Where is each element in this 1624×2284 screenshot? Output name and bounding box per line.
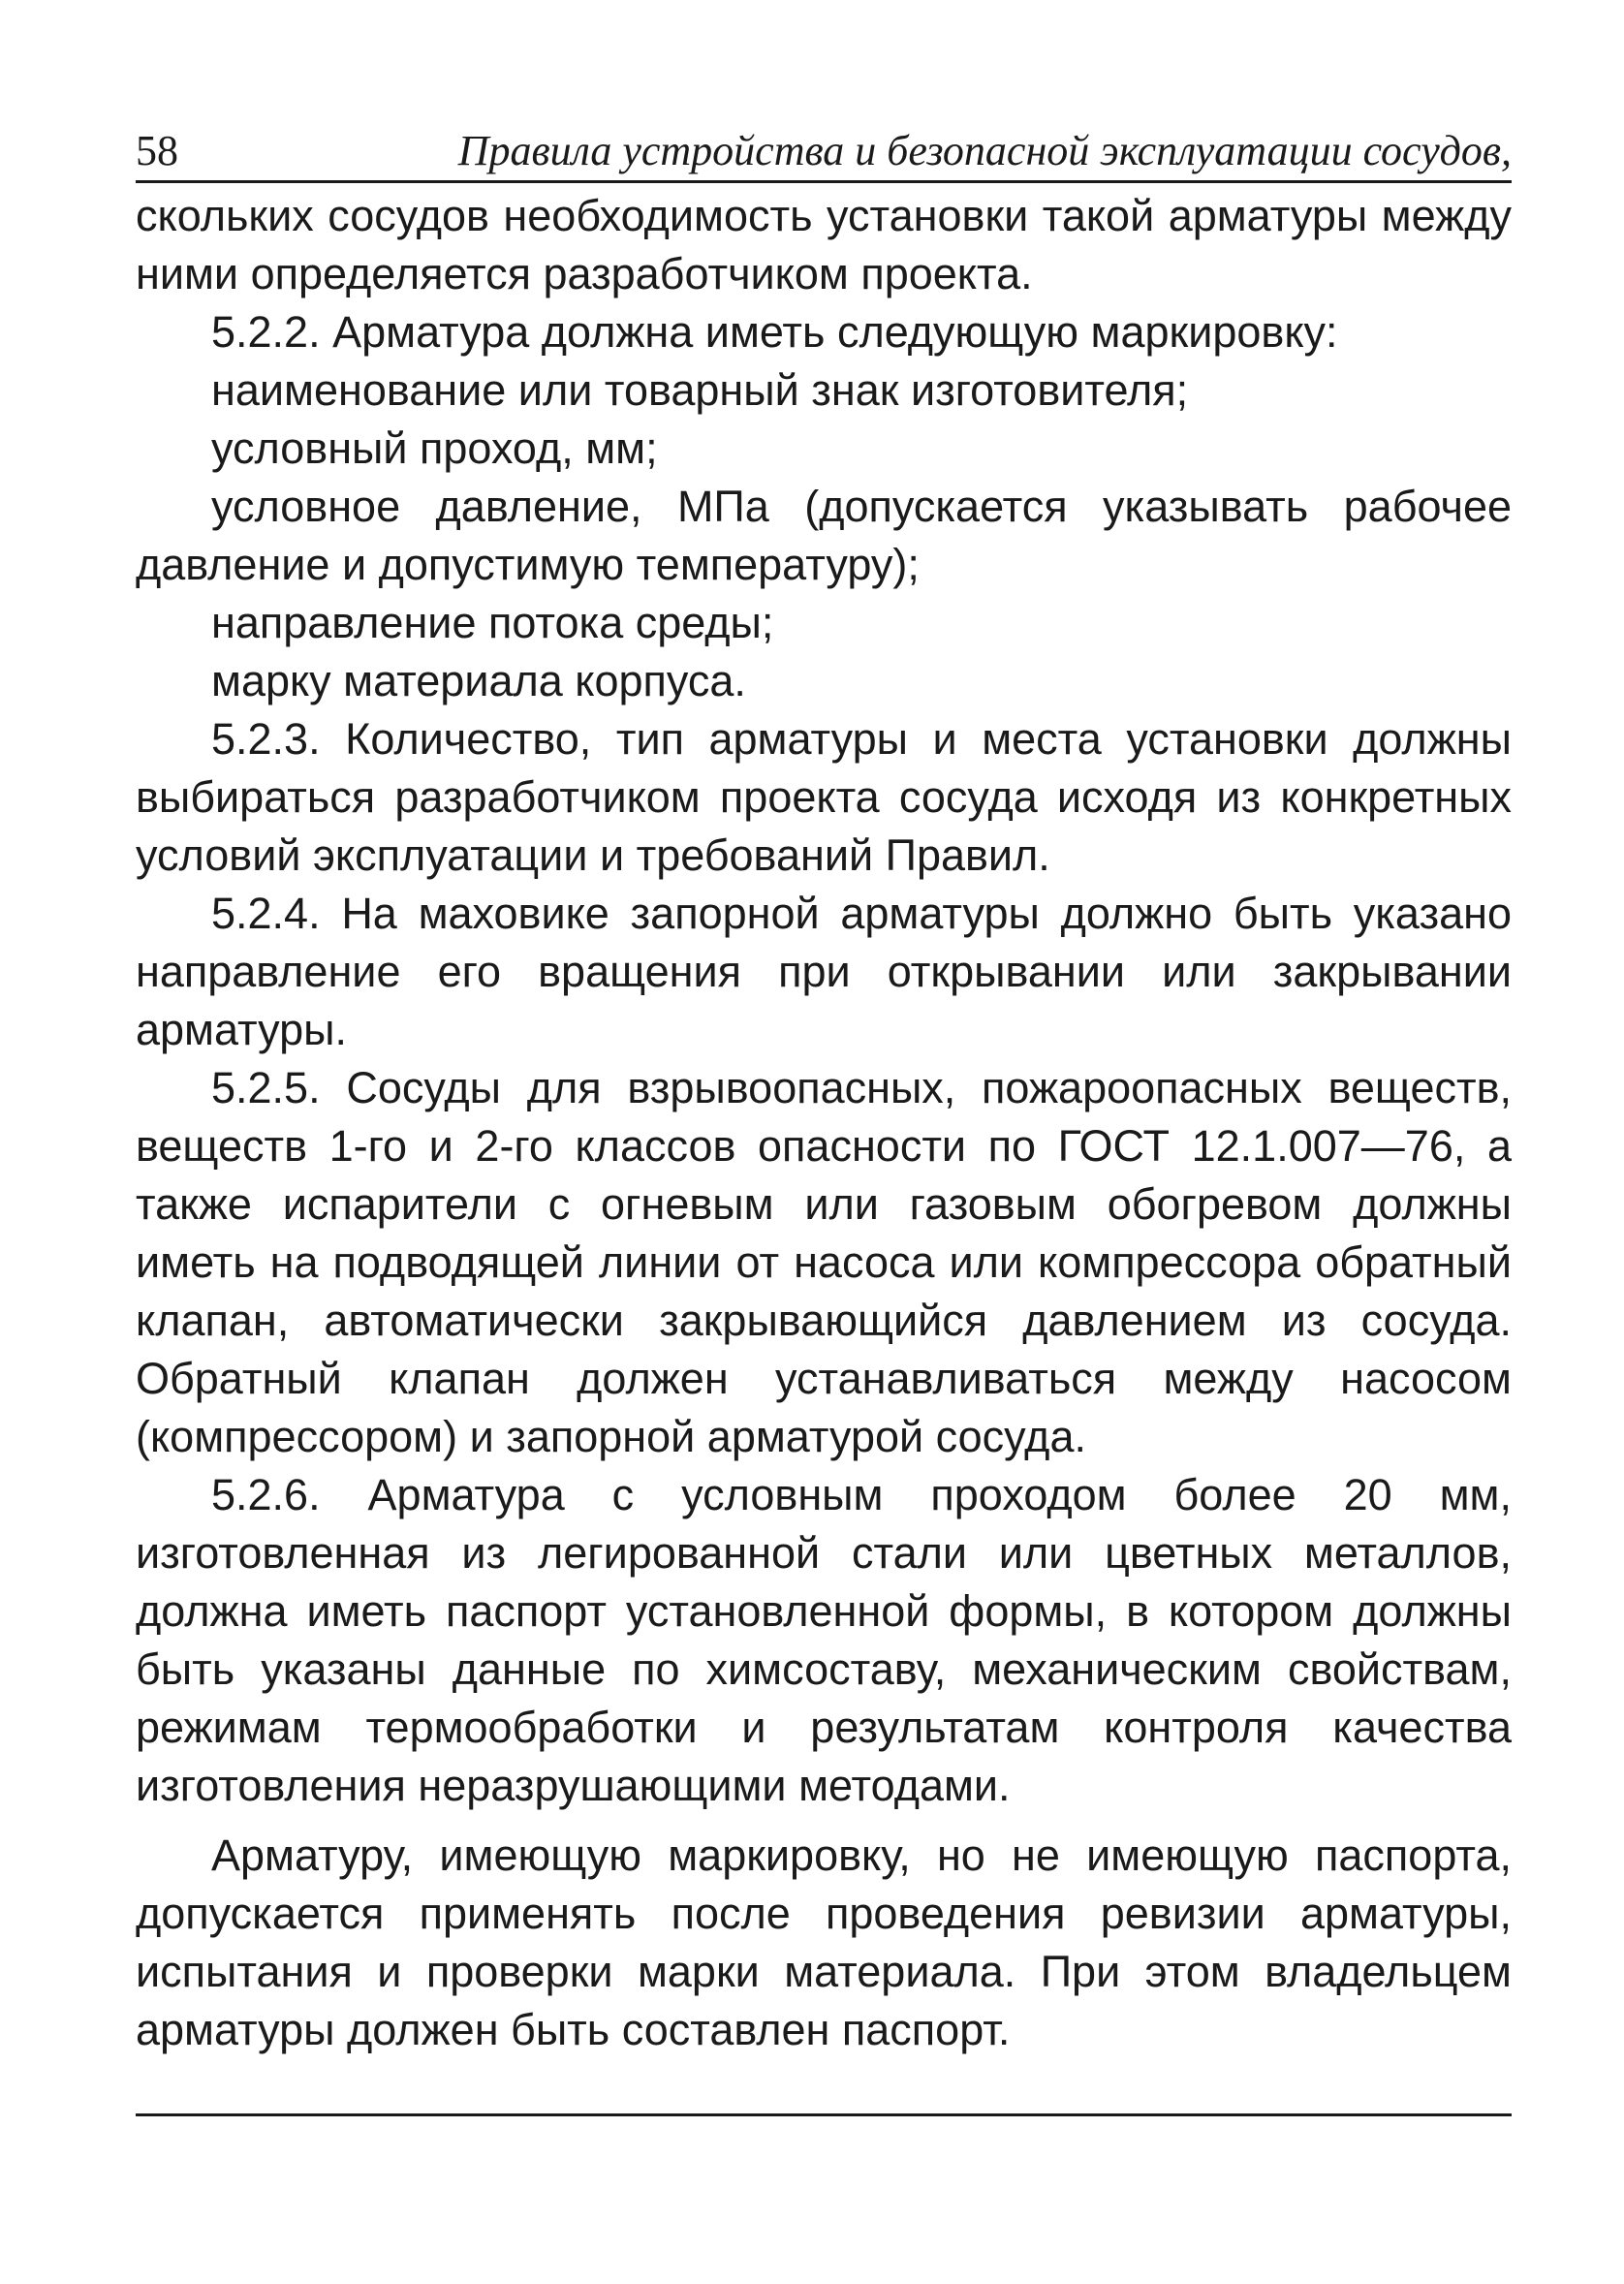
list-item-nominal-pressure: условное давление, МПа (допускается указывать рабочее давление и допустимую температуру); [136,482,1512,589]
running-title: Правила устройства и безопасной эксплуатации сосудов, [457,127,1512,174]
list-item-nominal-bore: условный проход, мм; [211,423,658,473]
list-item-flow-direction: направление потока среды; [211,598,774,647]
page-number: 58 [136,127,178,174]
paragraph-5-2-3: 5.2.3. Количество, тип арматуры и места установки должны выбираться разработчиком проекта сосуда исходя из конкретных условий эксплуатации и требований Правил. [136,714,1512,880]
footer-rule [136,2113,1512,2116]
paragraph-5-2-5: 5.2.5. Сосуды для взрывоопасных, пожароопасных веществ, веществ 1-го и 2-го классов опасности по ГОСТ 12.1.007—76, а также испарители с огневым или газовым обогревом должны иметь на подводящей линии от насоса или компрессора обратный клапан, автоматически закрывающийся давлением из сосуда. Обратный клапан должен устанавливаться между насосом (компрессором) и запорной арматурой сосуда. [136,1063,1512,1461]
paragraph-5-2-4: 5.2.4. На маховике запорной арматуры должно быть указано направление его вращения при открывании или закрывании арматуры. [136,889,1512,1054]
body-text [136,187,1512,2059]
list-item-body-material: марку материала корпуса. [211,656,746,705]
page-header [136,126,1512,183]
paragraph-continuation: скольких сосудов необходимость установки такой арматуры между ними определяется разработчиком проекта. [136,191,1512,298]
paragraph-5-2-2: 5.2.2. Арматура должна иметь следующую маркировку: [211,307,1338,357]
paragraph-passport: Арматуру, имеющую маркировку, но не имеющую паспорта, допускается применять после проведения ревизии арматуры, испытания и проверки марки материала. При этом владельцем арматуры должен быть составлен паспорт. [136,1830,1512,2054]
paragraph-5-2-6: 5.2.6. Арматура с условным проходом более 20 мм, изготовленная из легированной стали или цветных металлов, должна иметь паспорт установленной формы, в котором должны быть указаны данные по химсоставу, механическим свойствам, режимам термообработки и результатам контроля качества изготовления неразрушающими методами. [136,1470,1512,1810]
document-page [136,126,1512,2059]
list-item-manufacturer: наименование или товарный знак изготовителя; [211,365,1189,415]
